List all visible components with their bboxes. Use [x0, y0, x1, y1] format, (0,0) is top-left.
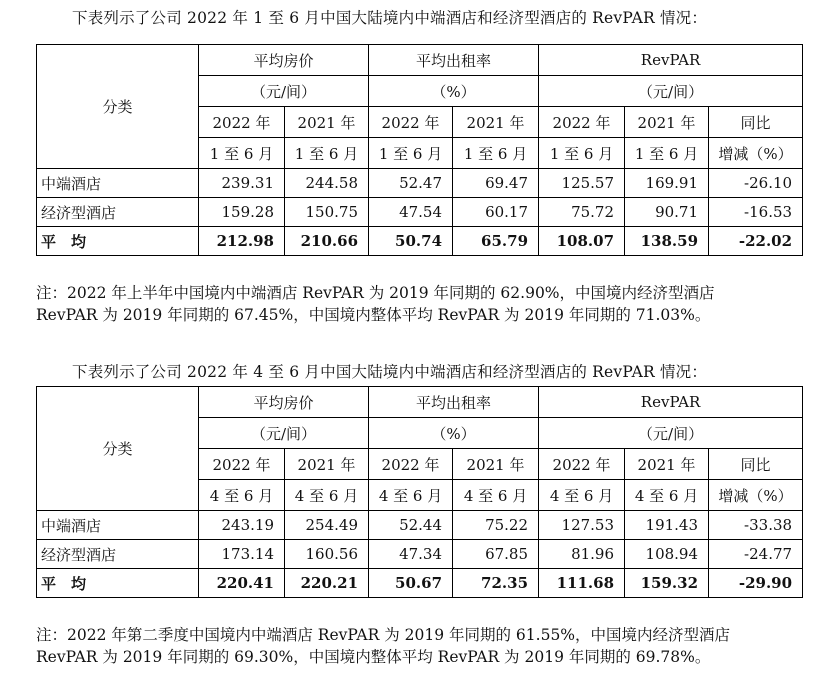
- occupancy-header: 平均出租率: [369, 45, 539, 76]
- col-period-2022: 1 至 6 月: [539, 138, 625, 169]
- revpar-unit: （元/间）: [539, 418, 803, 449]
- table-row-average: [37, 569, 803, 598]
- adr-2021-cell: 244.58: [285, 169, 369, 198]
- col-year-2022: 2022 年: [199, 449, 285, 480]
- category-header: 分类: [37, 45, 199, 169]
- occ-2021-cell: 69.47: [453, 169, 539, 198]
- note-line: 注：2022 年上半年中国境内中端酒店 RevPAR 为 2019 年同期的 62.90%，中国境内经济型酒店: [36, 284, 715, 302]
- col-year-2022: 2022 年: [199, 107, 285, 138]
- revpar-header: RevPAR: [539, 45, 803, 76]
- col-period-2022: 4 至 6 月: [199, 480, 285, 511]
- yoy-header: 同比: [709, 107, 803, 138]
- occ-2022-cell: 52.44: [369, 511, 453, 540]
- col-year-2022: 2022 年: [539, 449, 625, 480]
- col-period-2021: 1 至 6 月: [625, 138, 709, 169]
- col-year-2021: 2021 年: [453, 107, 539, 138]
- col-period-2021: 4 至 6 月: [625, 480, 709, 511]
- note-line: RevPAR 为 2019 年同期的 67.45%，中国境内整体平均 RevPAR 为 2019 年同期的 71.03%。: [36, 306, 711, 324]
- occ-2022-cell: 50.67: [369, 569, 453, 598]
- revpar-2022-cell: 108.07: [539, 227, 625, 256]
- occ-2022-cell: 47.54: [369, 198, 453, 227]
- table-note: [36, 624, 806, 668]
- col-period-2021: 4 至 6 月: [285, 480, 369, 511]
- occ-2021-cell: 60.17: [453, 198, 539, 227]
- table-note: [36, 282, 806, 326]
- occ-2021-cell: 65.79: [453, 227, 539, 256]
- revpar-2021-cell: 159.32: [625, 569, 709, 598]
- occ-2021-cell: 67.85: [453, 540, 539, 569]
- yoy-cell: -16.53: [709, 198, 803, 227]
- revpar-2021-cell: 169.91: [625, 169, 709, 198]
- col-period-2022: 1 至 6 月: [199, 138, 285, 169]
- row-category: 经济型酒店: [37, 198, 199, 227]
- note-line: 注：2022 年第二季度中国境内中端酒店 RevPAR 为 2019 年同期的 61.55%，中国境内经济型酒店: [36, 626, 731, 644]
- col-year-2021: 2021 年: [285, 449, 369, 480]
- revpar-2022-cell: 125.57: [539, 169, 625, 198]
- revpar-2021-cell: 191.43: [625, 511, 709, 540]
- revpar-unit: （元/间）: [539, 76, 803, 107]
- table-caption: 下表列示了公司 2022 年 4 至 6 月中国大陆境内中端酒店和经济型酒店的 RevPAR 情况：: [72, 363, 708, 381]
- adr-2022-cell: 159.28: [199, 198, 285, 227]
- col-year-2022: 2022 年: [369, 449, 453, 480]
- table-row: [37, 169, 803, 198]
- revpar-2022-cell: 111.68: [539, 569, 625, 598]
- table-caption: 下表列示了公司 2022 年 1 至 6 月中国大陆境内中端酒店和经济型酒店的 RevPAR 情况：: [72, 9, 708, 27]
- adr-2022-cell: 173.14: [199, 540, 285, 569]
- col-year-2022: 2022 年: [369, 107, 453, 138]
- occ-2022-cell: 47.34: [369, 540, 453, 569]
- adr-header: 平均房价: [199, 387, 369, 418]
- adr-2021-cell: 254.49: [285, 511, 369, 540]
- note-line: RevPAR 为 2019 年同期的 69.30%，中国境内整体平均 RevPAR 为 2019 年同期的 69.78%。: [36, 648, 711, 666]
- adr-2022-cell: 220.41: [199, 569, 285, 598]
- revpar-header: RevPAR: [539, 387, 803, 418]
- occupancy-unit: （%）: [369, 418, 539, 449]
- col-period-2022: 4 至 6 月: [539, 480, 625, 511]
- col-year-2021: 2021 年: [453, 449, 539, 480]
- adr-unit: （元/间）: [199, 418, 369, 449]
- col-period-2021: 1 至 6 月: [453, 138, 539, 169]
- revpar-2022-cell: 75.72: [539, 198, 625, 227]
- col-period-2021: 1 至 6 月: [285, 138, 369, 169]
- revpar-table-h1: [36, 44, 803, 256]
- adr-2021-cell: 150.75: [285, 198, 369, 227]
- revpar-2022-cell: 127.53: [539, 511, 625, 540]
- occ-2021-cell: 75.22: [453, 511, 539, 540]
- table-row: [37, 511, 803, 540]
- yoy-cell: -26.10: [709, 169, 803, 198]
- revpar-2021-cell: 138.59: [625, 227, 709, 256]
- occ-2022-cell: 50.74: [369, 227, 453, 256]
- row-category: 中端酒店: [37, 169, 199, 198]
- table-row: [37, 540, 803, 569]
- revpar-2021-cell: 90.71: [625, 198, 709, 227]
- row-category: 平 均: [37, 569, 199, 598]
- revpar-2022-cell: 81.96: [539, 540, 625, 569]
- row-category: 中端酒店: [37, 511, 199, 540]
- occupancy-unit: （%）: [369, 76, 539, 107]
- yoy-subheader: 增减（%）: [709, 480, 803, 511]
- yoy-cell: -33.38: [709, 511, 803, 540]
- col-year-2021: 2021 年: [285, 107, 369, 138]
- col-year-2021: 2021 年: [625, 449, 709, 480]
- yoy-header: 同比: [709, 449, 803, 480]
- adr-2022-cell: 212.98: [199, 227, 285, 256]
- adr-2021-cell: 160.56: [285, 540, 369, 569]
- revpar-2021-cell: 108.94: [625, 540, 709, 569]
- table-row: [37, 198, 803, 227]
- col-period-2022: 4 至 6 月: [369, 480, 453, 511]
- adr-2022-cell: 239.31: [199, 169, 285, 198]
- row-category: 经济型酒店: [37, 540, 199, 569]
- yoy-cell: -24.77: [709, 540, 803, 569]
- revpar-table-q2: [36, 386, 803, 598]
- yoy-subheader: 增减（%）: [709, 138, 803, 169]
- occ-2021-cell: 72.35: [453, 569, 539, 598]
- category-header: 分类: [37, 387, 199, 511]
- adr-2021-cell: 210.66: [285, 227, 369, 256]
- yoy-cell: -29.90: [709, 569, 803, 598]
- col-period-2021: 4 至 6 月: [453, 480, 539, 511]
- col-year-2022: 2022 年: [539, 107, 625, 138]
- occ-2022-cell: 52.47: [369, 169, 453, 198]
- table-row-average: [37, 227, 803, 256]
- col-period-2022: 1 至 6 月: [369, 138, 453, 169]
- yoy-cell: -22.02: [709, 227, 803, 256]
- adr-2022-cell: 243.19: [199, 511, 285, 540]
- adr-header: 平均房价: [199, 45, 369, 76]
- row-category: 平 均: [37, 227, 199, 256]
- adr-unit: （元/间）: [199, 76, 369, 107]
- occupancy-header: 平均出租率: [369, 387, 539, 418]
- adr-2021-cell: 220.21: [285, 569, 369, 598]
- col-year-2021: 2021 年: [625, 107, 709, 138]
